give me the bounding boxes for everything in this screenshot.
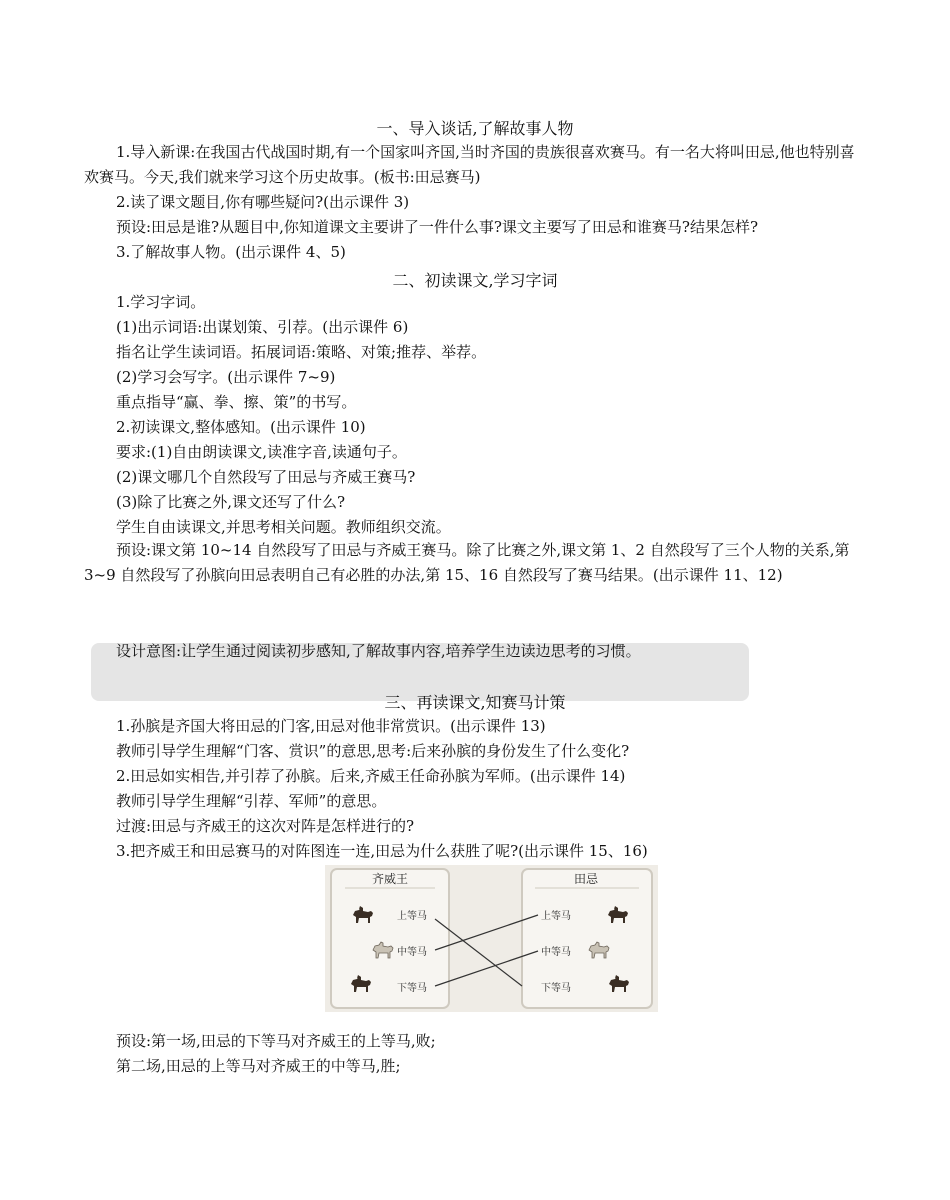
paragraph-intro: 1.导入新课:在我国古代战国时期,有一个国家叫齐国,当时齐国的贵族很喜欢赛马。有一名大将叫田忌,他也特别喜欢赛马。今天,我们就来学习这个历史故事。(板书:田忌赛马): [84, 143, 855, 186]
text-line: (3)除了比赛之外,课文还写了什么?: [116, 493, 346, 511]
section-1-title: 一、导入谈话,了解故事人物: [376, 119, 574, 138]
right-label-middle: 中等马: [541, 947, 571, 958]
design-intent-text: 设计意图:让学生通过阅读初步感知,了解故事内容,培养学生边读边思考的习惯。: [116, 642, 641, 660]
section-3-title: 三、再读课文,知赛马计策: [384, 693, 566, 712]
text-line: 预设:第一场,田忌的下等马对齐威王的上等马,败;: [116, 1032, 436, 1050]
paragraph-preset: 预设:课文第 10~14 自然段写了田忌与齐威王赛马。除了比赛之外,课文第 1、2 自然段写了三个人物的关系,第 3~9 自然段写了孙膑向田忌表明自己有必胜的办法,第 15、16 自然段写了赛马结果。(出示课件 11、12): [84, 541, 850, 584]
text-line: 第二场,田忌的上等马对齐威王的中等马,胜;: [116, 1057, 401, 1075]
text-line: 学生自由读课文,并思考相关问题。教师组织交流。: [116, 518, 451, 536]
left-panel: [331, 869, 449, 1008]
section-2-title: 二、初读课文,学习字词: [392, 271, 558, 290]
text-line: 要求:(1)自由朗读课文,读准字音,读通句子。: [116, 443, 407, 461]
text-line: 2.读了课文题目,你有哪些疑问?(出示课件 3): [116, 193, 410, 211]
left-panel-title: 齐威王: [371, 872, 409, 886]
text-line: (2)学习会写字。(出示课件 7~9): [116, 368, 336, 386]
text-line: 教师引导学生理解“引荐、军师”的意思。: [116, 792, 387, 810]
horse-matching-figure: [325, 865, 658, 1012]
left-label-middle: 中等马: [397, 947, 427, 958]
text-line: 3.了解故事人物。(出示课件 4、5): [116, 243, 346, 261]
text-line: (1)出示词语:出谋划策、引荐。(出示课件 6): [116, 318, 409, 336]
text-line: 教师引导学生理解“门客、赏识”的意思,思考:后来孙膑的身份发生了什么变化?: [116, 742, 630, 760]
text-line: (2)课文哪几个自然段写了田忌与齐威王赛马?: [116, 468, 416, 486]
text-line: 指名让学生读词语。拓展词语:策略、对策;推荐、举荐。: [116, 343, 487, 361]
right-panel-title: 田忌: [573, 872, 599, 886]
text-line: 重点指导“赢、拳、擦、策”的书写。: [116, 393, 357, 411]
text-line: 2.田忌如实相告,并引荐了孙膑。后来,齐威王任命孙膑为军师。(出示课件 14): [116, 767, 626, 785]
text-line: 2.初读课文,整体感知。(出示课件 10): [116, 418, 366, 436]
left-label-bottom: 下等马: [397, 983, 427, 994]
left-label-top: 上等马: [397, 911, 427, 922]
right-label-bottom: 下等马: [541, 983, 571, 994]
text-line: 3.把齐威王和田忌赛马的对阵图连一连,田忌为什么获胜了呢?(出示课件 15、16): [116, 842, 648, 860]
text-line: 1.孙膑是齐国大将田忌的门客,田忌对他非常赏识。(出示课件 13): [116, 717, 546, 735]
text-line: 1.学习字词。: [116, 293, 206, 311]
right-label-top: 上等马: [541, 911, 571, 922]
text-line: 预设:田忌是谁?从题目中,你知道课文主要讲了一件什么事?课文主要写了田忌和谁赛马?结果怎样?: [116, 218, 758, 236]
text-line: 过渡:田忌与齐威王的这次对阵是怎样进行的?: [116, 817, 415, 835]
